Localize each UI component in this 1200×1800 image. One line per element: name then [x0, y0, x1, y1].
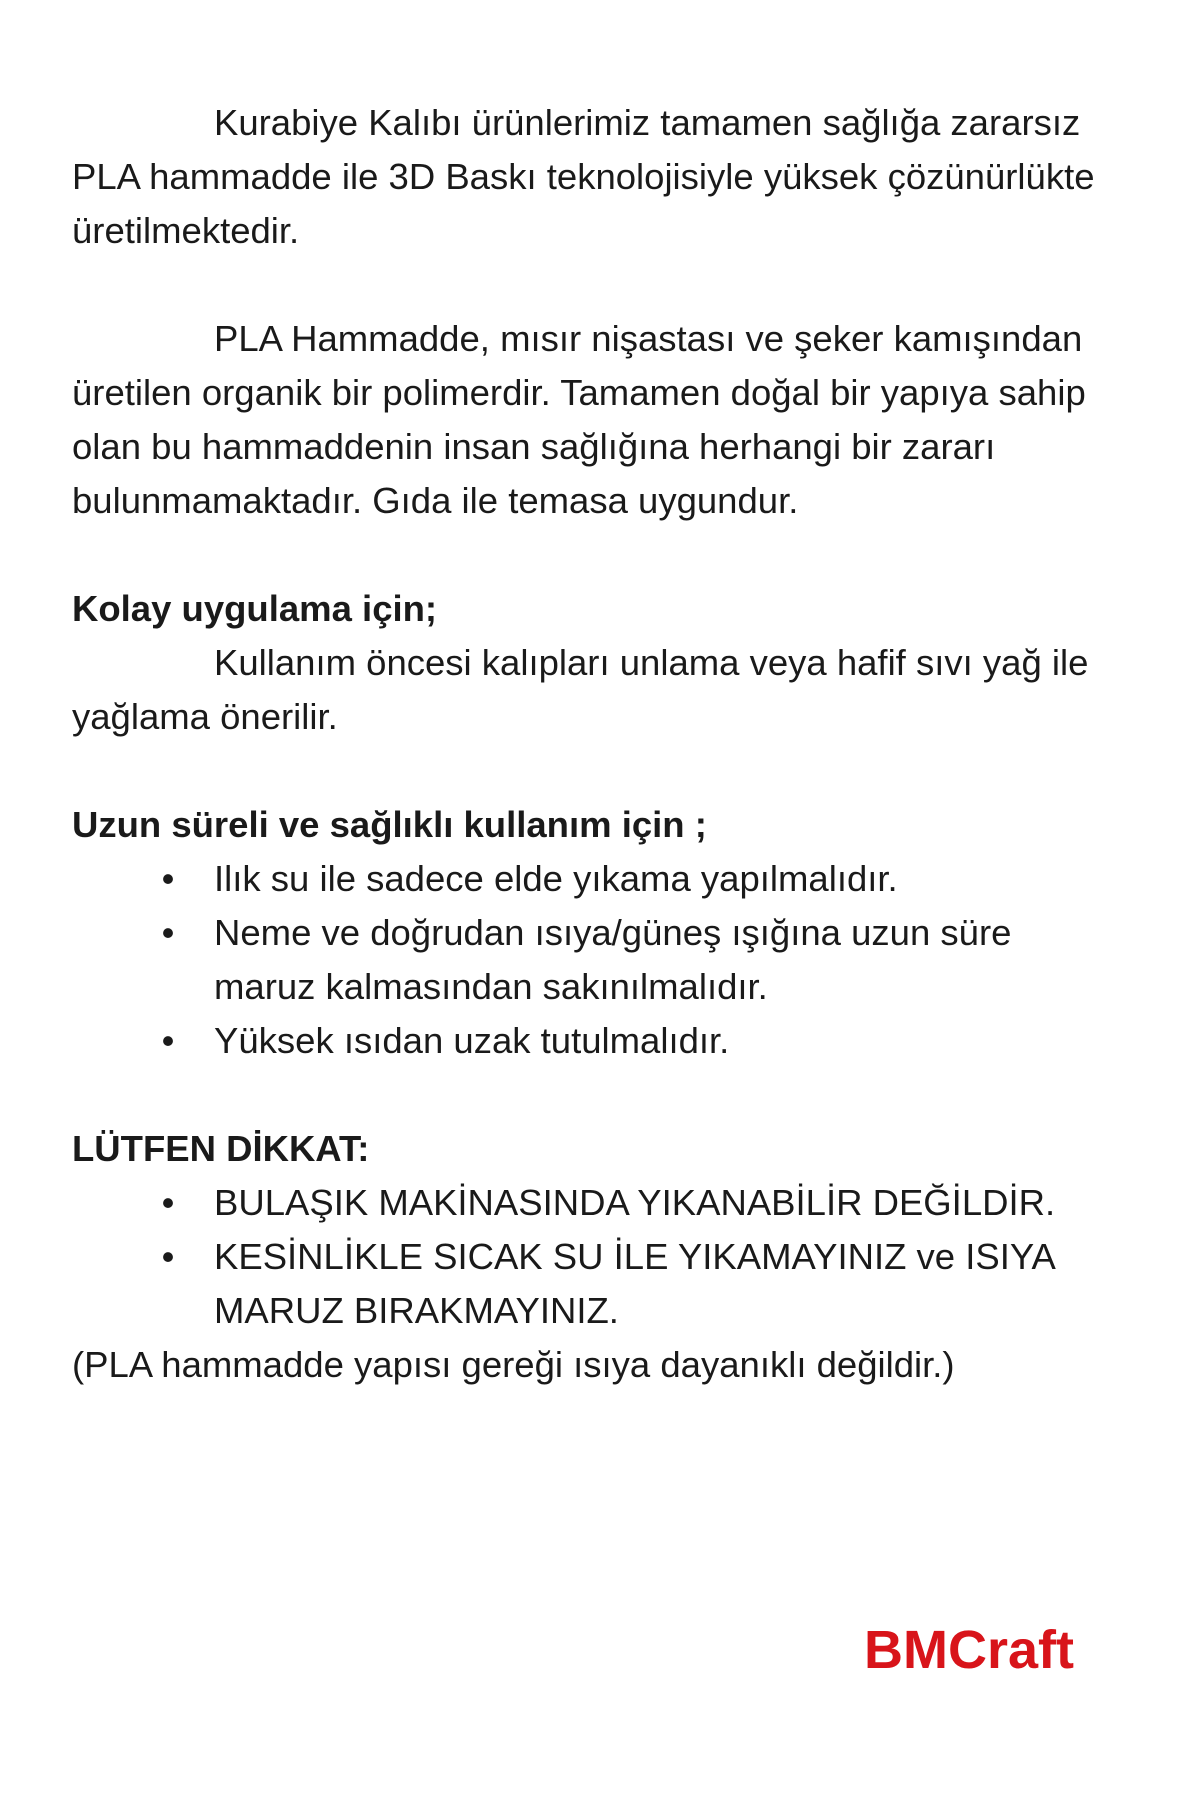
list-item [72, 1014, 1112, 1068]
long-use-list [72, 852, 1112, 1068]
spacer [72, 744, 1112, 798]
bullet-icon: • [161, 858, 175, 899]
spacer [72, 528, 1112, 582]
list-item-text: BULAŞIK MAKİNASINDA YIKANABİLİR DEĞİLDİR. [214, 1182, 1056, 1223]
intro-paragraph-1: Kurabiye Kalıbı ürünlerimiz tamamen sağlığa zararsız PLA hammadde ile 3D Baskı teknolojisiyle yüksek çözünürlükte üretilmektedir. [72, 102, 1095, 251]
list-item [72, 1176, 1112, 1230]
spacer [72, 258, 1112, 312]
spacer [72, 1068, 1112, 1122]
warning-list [72, 1176, 1112, 1338]
intro-paragraph-2: PLA Hammadde, mısır nişastası ve şeker kamışından üretilen organik bir polimerdir. Tamamen doğal bir yapıya sahip olan bu hammaddenin insan sağlığına herhangi bir zararı bulunmamaktadır. Gıda ile temasa uygundur. [72, 318, 1086, 521]
brand-logo: BMCraft [864, 1620, 1074, 1680]
list-item [72, 852, 1112, 906]
document-body [72, 96, 1112, 1392]
warning-note: (PLA hammadde yapısı gereği ısıya dayanıklı değildir.) [72, 1344, 955, 1385]
easy-use-heading: Kolay uygulama için; [72, 588, 438, 629]
bullet-icon: • [161, 1182, 175, 1223]
long-use-heading: Uzun süreli ve sağlıklı kullanım için ; [72, 804, 707, 845]
list-item-text: Neme ve doğrudan ısıya/güneş ışığına uzun süre maruz kalmasından sakınılmalıdır. [214, 912, 1012, 1007]
bullet-icon: • [161, 1020, 175, 1061]
bullet-icon: • [161, 912, 175, 953]
warning-heading: LÜTFEN DİKKAT: [72, 1128, 370, 1169]
list-item [72, 906, 1112, 1014]
list-item-text: Ilık su ile sadece elde yıkama yapılmalıdır. [214, 858, 898, 899]
list-item-text: Yüksek ısıdan uzak tutulmalıdır. [214, 1020, 730, 1061]
bullet-icon: • [161, 1236, 175, 1277]
list-item-text: KESİNLİKLE SICAK SU İLE YIKAMAYINIZ ve ISIYA MARUZ BIRAKMAYINIZ. [214, 1236, 1054, 1331]
easy-use-text: Kullanım öncesi kalıpları unlama veya hafif sıvı yağ ile yağlama önerilir. [72, 642, 1089, 737]
list-item [72, 1230, 1112, 1338]
